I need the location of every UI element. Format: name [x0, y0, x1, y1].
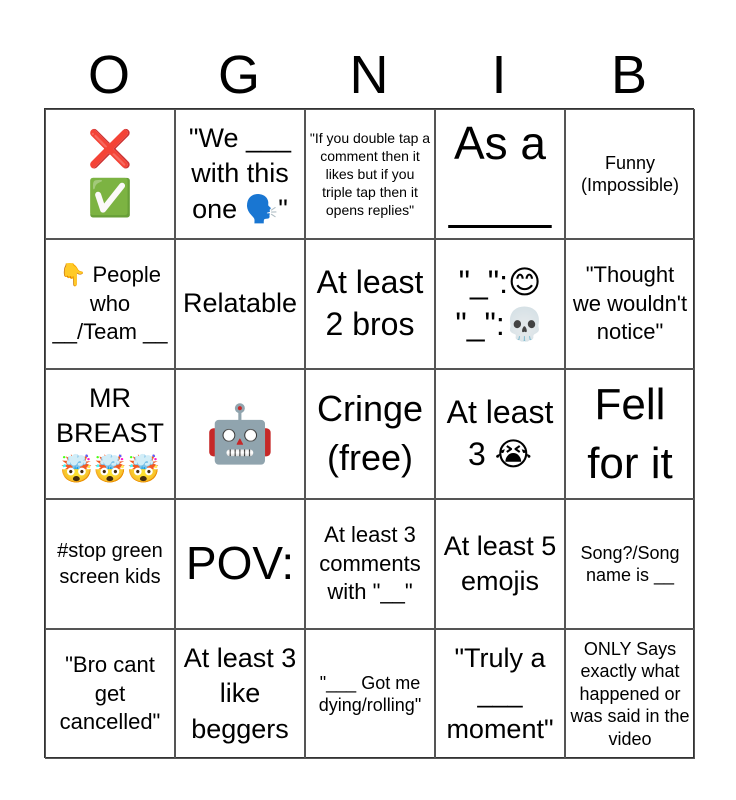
- cell-text: POV:: [185, 537, 295, 590]
- cell-text: "We ___ with this one 🗣️": [188, 123, 292, 224]
- cell-text: At least 3 comments with "__": [319, 522, 421, 605]
- bingo-cell-r5c4[interactable]: [435, 629, 565, 759]
- bingo-grid: [44, 108, 694, 758]
- bingo-cell-r3c3[interactable]: [305, 369, 435, 499]
- bingo-cell-r4c3[interactable]: [305, 499, 435, 629]
- cell-text: At least 5 emojis: [443, 530, 557, 596]
- bingo-cell-r1c4[interactable]: [435, 109, 565, 239]
- cell-text: At least 3 😭: [446, 394, 554, 472]
- cell-text: "Truly a ___ moment": [446, 643, 554, 744]
- bingo-cell-r4c5[interactable]: [565, 499, 695, 629]
- bingo-cell-r5c3[interactable]: [305, 629, 435, 759]
- bingo-cell-r3c1[interactable]: [45, 369, 175, 499]
- cell-text: "Thought we wouldn't notice": [572, 262, 688, 345]
- bingo-cell-r5c2[interactable]: [175, 629, 305, 759]
- bingo-cell-r4c1[interactable]: [45, 499, 175, 629]
- bingo-cell-r3c4[interactable]: [435, 369, 565, 499]
- bingo-cell-r1c2[interactable]: [175, 109, 305, 239]
- bingo-cell-r5c5[interactable]: [565, 629, 695, 759]
- cell-text: Cringe (free): [316, 388, 424, 478]
- cell-text: MR BREAST 🤯🤯🤯: [55, 383, 165, 484]
- header-letter-b: B: [610, 45, 648, 105]
- bingo-cell-r2c1[interactable]: [45, 239, 175, 369]
- bingo-cell-r4c4[interactable]: [435, 499, 565, 629]
- bingo-cell-r3c2[interactable]: [175, 369, 305, 499]
- cell-text: 👇 People who __/Team __: [52, 262, 168, 345]
- cell-text: "___ Got me dying/rolling": [318, 672, 422, 715]
- bingo-cell-r1c3[interactable]: [305, 109, 435, 239]
- header-letter-o: O: [87, 45, 130, 105]
- bingo-cell-r3c5[interactable]: [565, 369, 695, 499]
- cell-text: Song?/Song name is __: [580, 542, 680, 585]
- cell-text: Relatable: [182, 288, 298, 319]
- bingo-cell-r2c3[interactable]: [305, 239, 435, 369]
- bingo-header: [44, 42, 694, 108]
- cell-text: "If you double tap a comment then it likes but if you triple tap then it opens replies": [309, 129, 431, 219]
- cell-text: At least 2 bros: [316, 264, 424, 342]
- cell-text: Funny (Impossible): [580, 152, 680, 195]
- header-letter-g: G: [217, 45, 260, 105]
- cell-text: #stop green screen kids: [57, 540, 163, 588]
- cell-text: Fell for it: [587, 379, 673, 488]
- robot-icon: 🤖: [205, 402, 275, 466]
- bingo-cell-r2c2[interactable]: [175, 239, 305, 369]
- cell-text: ❌ ✅: [87, 128, 133, 218]
- cell-text: At least 3 like beggers: [183, 643, 297, 744]
- bingo-cell-r2c5[interactable]: [565, 239, 695, 369]
- bingo-cell-r2c4[interactable]: [435, 239, 565, 369]
- header-letter-n: N: [349, 45, 389, 105]
- bingo-cell-r4c2[interactable]: [175, 499, 305, 629]
- cell-text: "Bro cant get cancelled": [59, 652, 161, 735]
- header-letter-i: I: [491, 45, 507, 105]
- cell-text: ONLY Says exactly what happened or was said in the video: [570, 638, 690, 749]
- bingo-cell-r5c1[interactable]: [45, 629, 175, 759]
- bingo-cell-r1c5[interactable]: [565, 109, 695, 239]
- bingo-cell-r1c1[interactable]: [45, 109, 175, 239]
- cell-text: "_":😊 "_":💀: [455, 264, 545, 342]
- cell-text: As a ____: [448, 117, 552, 229]
